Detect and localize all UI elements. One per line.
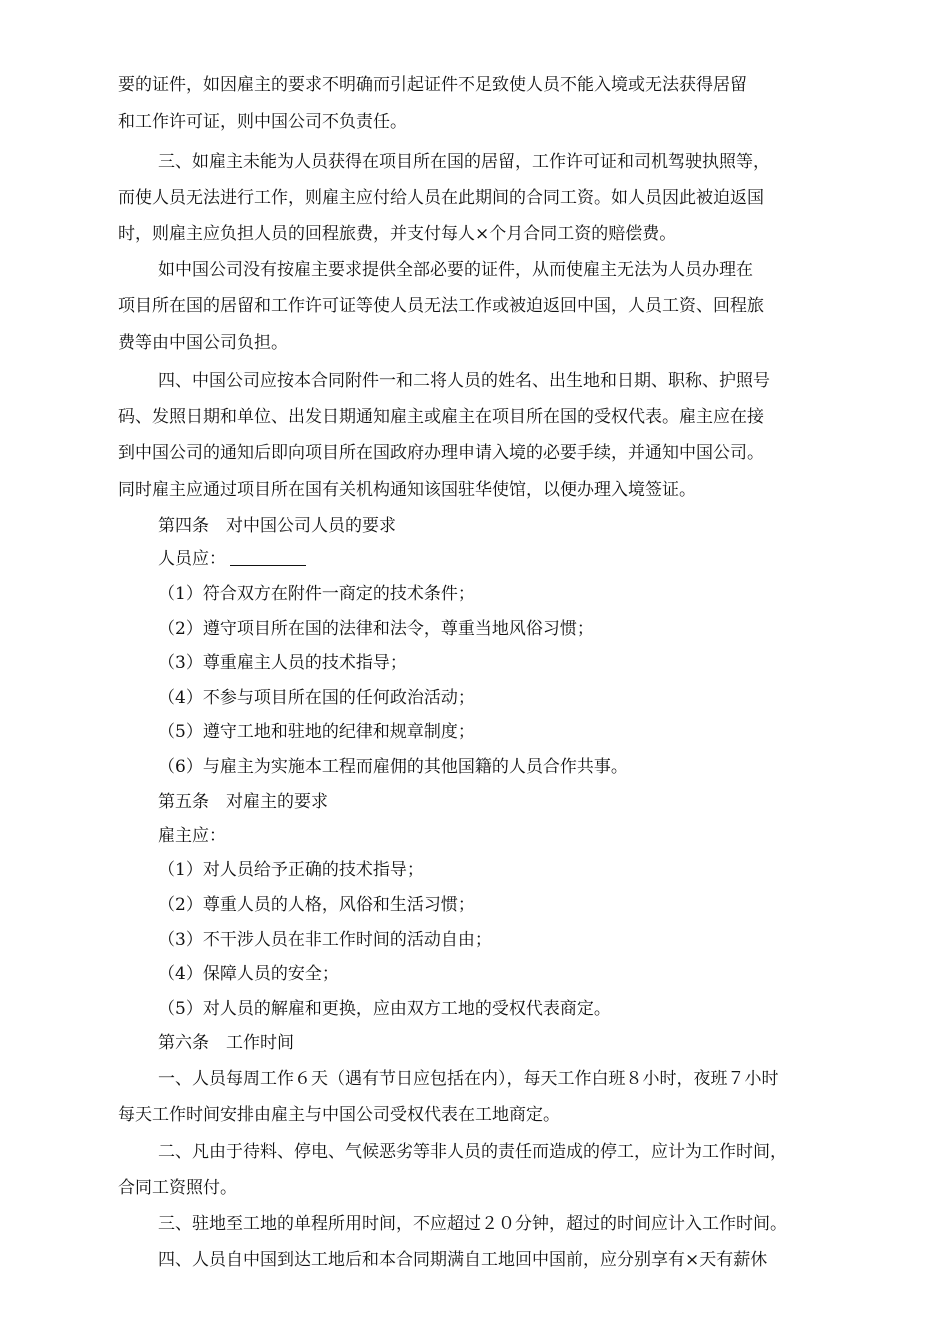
paragraph-start: 如中国公司没有按雇主要求提供全部必要的证件，从而使雇主无法为人员办理在 [158,260,753,280]
text-line: 和工作许可证，则中国公司不负责任。 [118,112,407,132]
clause-4-paragraph: 四、人员自中国到达工地后和本合同期满自工地回中国前，应分别享有×天有薪休 [158,1250,768,1270]
list-item: （3）不干涉人员在非工作时间的活动自由； [158,930,492,950]
personnel-requirements-intro [158,547,834,571]
fill-in-blank [230,547,306,566]
article-5-heading: 第五条 对雇主的要求 [158,792,328,812]
list-item: （5）对人员的解雇和更换，应由双方工地的受权代表商定。 [158,999,611,1019]
text-line: 合同工资照付。 [118,1178,237,1198]
text-line: 项目所在国的居留和工作许可证等使人员无法工作或被迫返回中国，人员工资、回程旅 [118,296,764,316]
list-item: （2）遵守项目所在国的法律和法令，尊重当地风俗习惯； [158,619,594,639]
text-line: 要的证件，如因雇主的要求不明确而引起证件不足致使人员不能入境或无法获得居留 [118,75,747,95]
text-line: 时，则雇主应负担人员的回程旅费，并支付每人×个月合同工资的赔偿费。 [118,224,677,244]
text-line: 而使人员无法进行工作，则雇主应付给人员在此期间的合同工资。如人员因此被迫返国 [118,188,764,208]
clause-4-paragraph: 四、中国公司应按本合同附件一和二将人员的姓名、出生地和日期、职称、护照号 [158,371,770,391]
text-line: 每天工作时间安排由雇主与中国公司受权代表在工地商定。 [118,1105,560,1125]
clause-3-paragraph: 三、驻地至工地的单程所用时间，不应超过２０分钟，超过的时间应计入工作时间。 [158,1214,787,1234]
article-4-heading: 第四条 对中国公司人员的要求 [158,516,396,536]
text-line: 到中国公司的通知后即向项目所在国政府办理申请入境的必要手续，并通知中国公司。 [118,443,764,463]
list-item: （3）尊重雇主人员的技术指导； [158,653,407,673]
list-item: （6）与雇主为实施本工程而雇佣的其他国籍的人员合作共事。 [158,757,628,777]
clause-2-paragraph: 二、凡由于待料、停电、气候恶劣等非人员的责任而造成的停工，应计为工作时间， [158,1142,787,1162]
list-item: （1）符合双方在附件一商定的技术条件； [158,584,475,604]
clause-3-paragraph: 三、如雇主未能为人员获得在项目所在国的居留，工作许可证和司机驾驶执照等， [158,152,770,172]
employer-requirements-intro: 雇主应： [158,826,226,846]
list-item: （1）对人员给予正确的技术指导； [158,860,424,880]
list-item: （2）尊重人员的人格，风俗和生活习惯； [158,895,475,915]
text-line: 费等由中国公司负担。 [118,333,288,353]
personnel-requirements-label: 人员应： [158,549,226,569]
list-item: （5）遵守工地和驻地的纪律和规章制度； [158,722,475,742]
list-item: （4）保障人员的安全； [158,964,339,984]
text-line: 同时雇主应通过项目所在国有关机构通知该国驻华使馆，以便办理入境签证。 [118,480,696,500]
text-line: 码、发照日期和单位、出发日期通知雇主或雇主在项目所在国的受权代表。雇主应在接 [118,407,764,427]
clause-1-paragraph: 一、人员每周工作６天（遇有节日应包括在内），每天工作白班８小时，夜班７小时 [158,1069,779,1089]
article-6-heading: 第六条 工作时间 [158,1033,294,1053]
list-item: （4）不参与项目所在国的任何政治活动； [158,688,475,708]
